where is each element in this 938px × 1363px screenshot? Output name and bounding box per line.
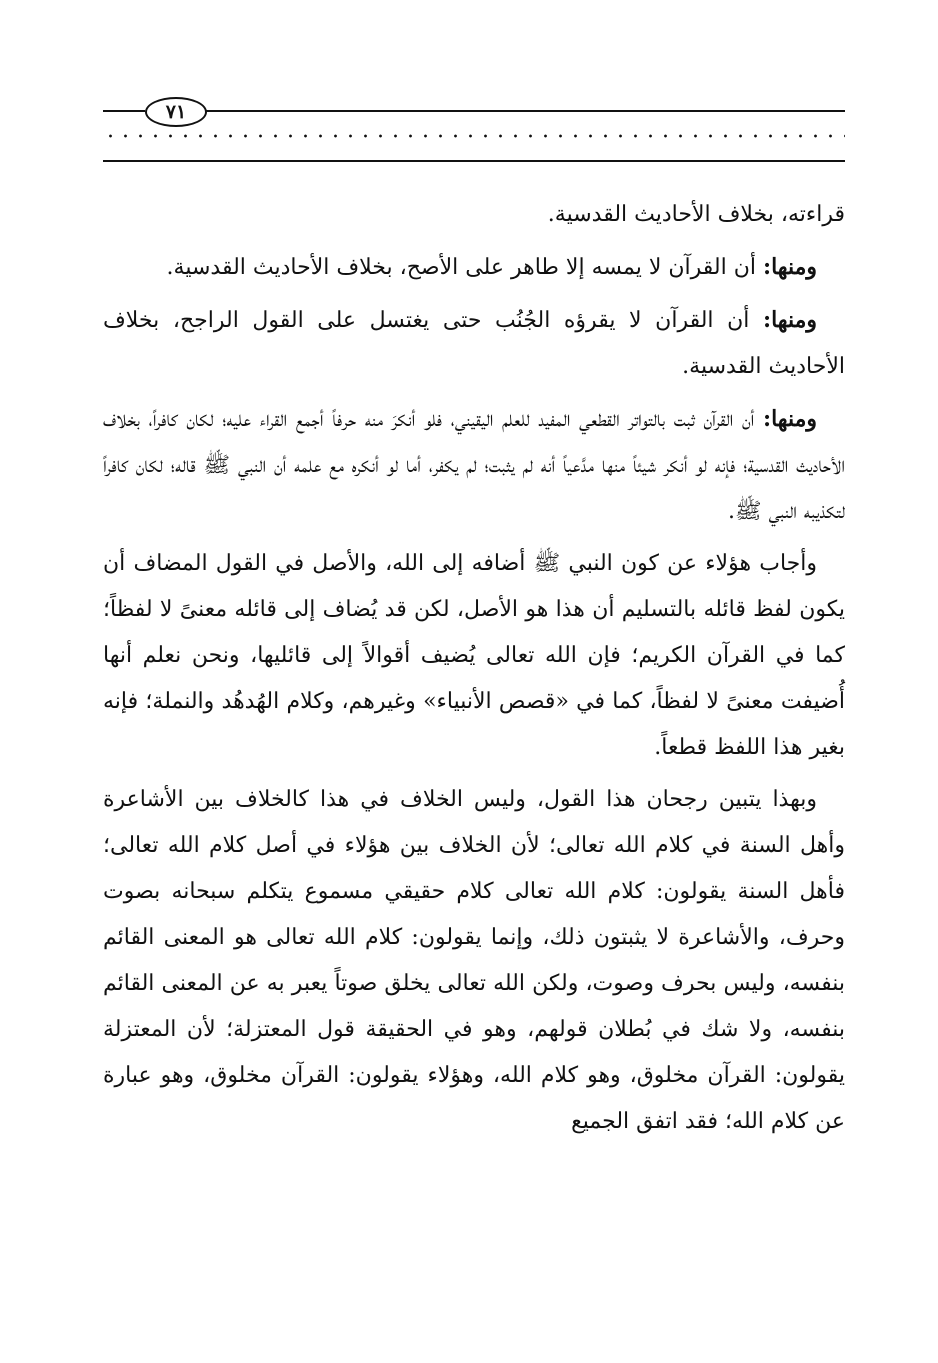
paragraph-3 bbox=[103, 297, 845, 390]
paragraph-5 bbox=[103, 541, 845, 771]
page-header bbox=[0, 0, 938, 170]
paragraph-text: وبهذا يتبين رجحان هذا القول، وليس الخلاف في هذا كالخلاف بين الأشاعرة وأهل السنة في كلام الله تعالى؛ لأن الخلاف بين هؤلاء في أصل كلام الله تعالى؛ فأهل السنة يقولون: كلام الله تعالى كلام حقيقي مسموع يتكلم سبحانه بصوت وحرف، والأشاعرة لا يثبتون ذلك، وإنما يقولون: كلام الله تعالى هو المعنى القائم بنفسه، وليس بحرف وصوت، ولكن الله تعالى يخلق صوتاً يعبر به عن المعنى القائم بنفسه، ولا شك في بُطلان قولهم، وهو في الحقيقة قول المعتزلة؛ لأن المعتزلة يقولون: القرآن مخلوق، وهو كلام الله، وهؤلاء يقولون: القرآن مخلوق، وهو عبارة عن كلام الله؛ فقد اتفق الجميع bbox=[103, 787, 845, 1134]
paragraph-6 bbox=[103, 777, 845, 1145]
paragraph-text: أن القرآن ثبت بالتواتر القطعي المفيد للعلم اليقيني، فلو أنكرَ منه حرفاً أجمع القراء عليه؛ لكان كافراً، بخلاف الأحاديث القدسية؛ فإنه لو أنكر شيئاً منها مدَّعياً أنه لم يثبت؛ لم يكفر، أما لو أنكره مع علمه أن النبي ﷺ قاله؛ لكان كافراً لتكذيبه النبي ﷺ. bbox=[103, 407, 845, 524]
paragraph-text: أن القرآن لا يمسه إلا طاهر على الأصح، بخلاف الأحاديث القدسية. bbox=[166, 255, 763, 280]
paragraph-text: وأجاب هؤلاء عن كون النبي ﷺ أضافه إلى الله، والأصل في القول المضاف أن يكون لفظ قائله بالتسليم أن هذا هو الأصل، لكن قد يُضاف إلى قائله معنىً لا لفظاً؛ كما في القرآن الكريم؛ فإن الله تعالى يُضيف أقوالاً إلى قائليها، ونحن نعلم أنها أُضيفت معنىً لا لفظاً، كما في «قصص الأنبياء» وغيرهم، وكلام الهُدهُد والنملة؛ فإنه بغير هذا اللفظ قطعاً. bbox=[103, 551, 845, 760]
paragraph-text: أن القرآن لا يقرؤه الجُنُب حتى يغتسل على القول الراجح، بخلاف الأحاديث القدسية. bbox=[103, 308, 845, 379]
paragraph-lead: ومنها: bbox=[762, 254, 817, 280]
paragraph-4 bbox=[103, 396, 845, 535]
paragraph-2 bbox=[103, 244, 845, 291]
header-rule-left bbox=[103, 110, 145, 112]
paragraph-text: قراءته، بخلاف الأحاديث القدسية. bbox=[547, 202, 845, 227]
header-rule-bottom bbox=[103, 160, 845, 162]
paragraph-1 bbox=[103, 192, 845, 238]
header-dotted-line bbox=[103, 130, 845, 142]
header-rule-right bbox=[205, 110, 845, 112]
paragraph-lead: ومنها: bbox=[762, 307, 817, 333]
body-text bbox=[103, 192, 845, 1151]
paragraph-lead: ومنها: bbox=[762, 406, 817, 432]
page-number: ٧١ bbox=[145, 97, 207, 127]
